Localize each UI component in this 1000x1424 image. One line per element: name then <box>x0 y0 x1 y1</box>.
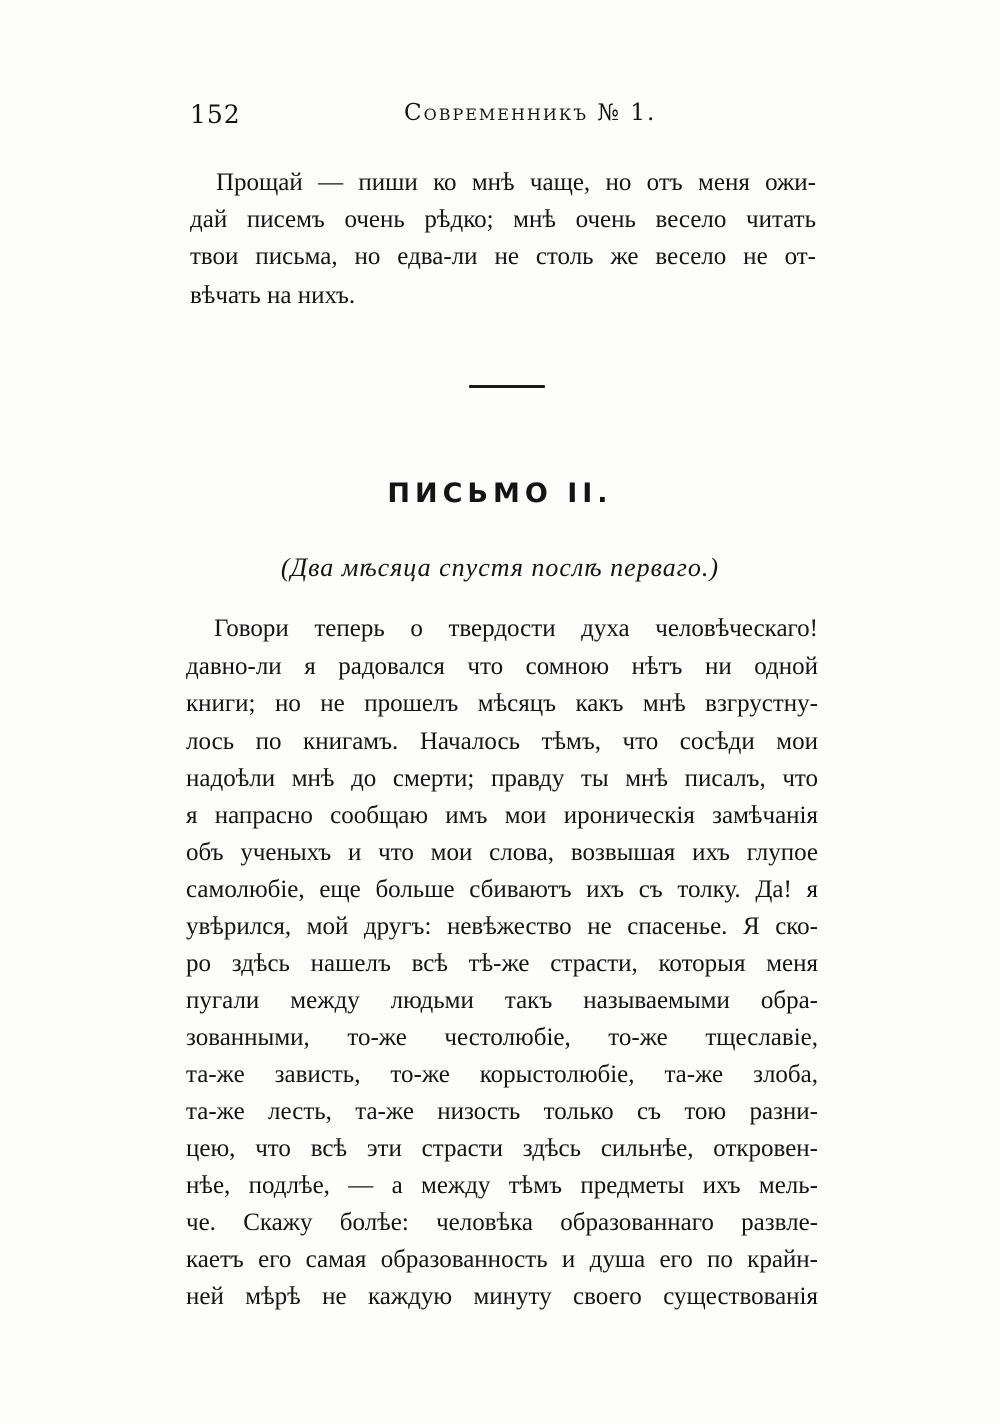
text-line: та-же лесть, та-же низость только съ тою разни- <box>186 1098 818 1125</box>
text-line: я напрасно сообщаю имъ мои ироническія замѣчанія <box>186 802 818 829</box>
text-line: ро здѣсь нашелъ всѣ тѣ-же страсти, которыя меня <box>186 950 818 977</box>
journal-title: Современникъ № 1. <box>404 100 657 126</box>
text-line: вѣчать на нихъ. <box>190 282 356 309</box>
text-line: увѣрился, мой другъ: невѣжество не спасенье. Я ско- <box>186 913 818 940</box>
running-head <box>190 100 750 136</box>
text-line: Прощай — пиши ко мнѣ чаще, но отъ меня ожи- <box>216 169 816 196</box>
text-line: надоѣли мнѣ до смерти; правду ты мнѣ писалъ, что <box>186 765 818 792</box>
section-divider <box>469 385 545 388</box>
text-line: объ ученыхъ и что мои слова, возвышая ихъ глупое <box>186 839 818 866</box>
letter-title: ПИСЬМО II. <box>387 478 613 509</box>
page-number: 152 <box>190 100 241 129</box>
letter-subtitle: (Два мѣсяца спустя послѣ перваго.) <box>280 553 720 582</box>
text-line: нѣе, подлѣе, — а между тѣмъ предметы ихъ мель- <box>186 1172 818 1199</box>
text-line: лось по книгамъ. Началось тѣмъ, что сосѣди мои <box>186 728 818 755</box>
text-line: каетъ его самая образованность и душа его по крайн- <box>186 1246 818 1273</box>
text-line: та-же зависть, то-же корыстолюбіе, та-же злоба, <box>186 1061 818 1088</box>
text-line: дай писемъ очень рѣдко; мнѣ очень весело читать <box>190 206 816 233</box>
text-line: давно-ли я радовался что сомною нѣтъ ни одной <box>186 653 818 680</box>
text-line: цею, что всѣ эти страсти здѣсь сильнѣе, откровен- <box>186 1135 818 1162</box>
text-line: Говори теперь о твердости духа человѣческаго! <box>214 615 818 642</box>
text-line: книги; но не прошелъ мѣсяцъ какъ мнѣ взгрустну- <box>186 690 818 717</box>
text-line: самолюбіе, еще больше сбиваютъ ихъ съ толку. Да! я <box>186 876 818 903</box>
text-line: ней мѣрѣ не каждую минуту своего существованія <box>186 1283 818 1310</box>
text-line: зованными, то-же честолюбіе, то-же тщеславіе, <box>186 1024 818 1051</box>
text-line: пугали между людьми такъ называемыми обра- <box>186 987 818 1014</box>
text-line: твои письма, но едва-ли не столь же весело не от- <box>190 243 816 270</box>
text-line: че. Скажу болѣе: человѣка образованнаго развле- <box>186 1209 818 1236</box>
